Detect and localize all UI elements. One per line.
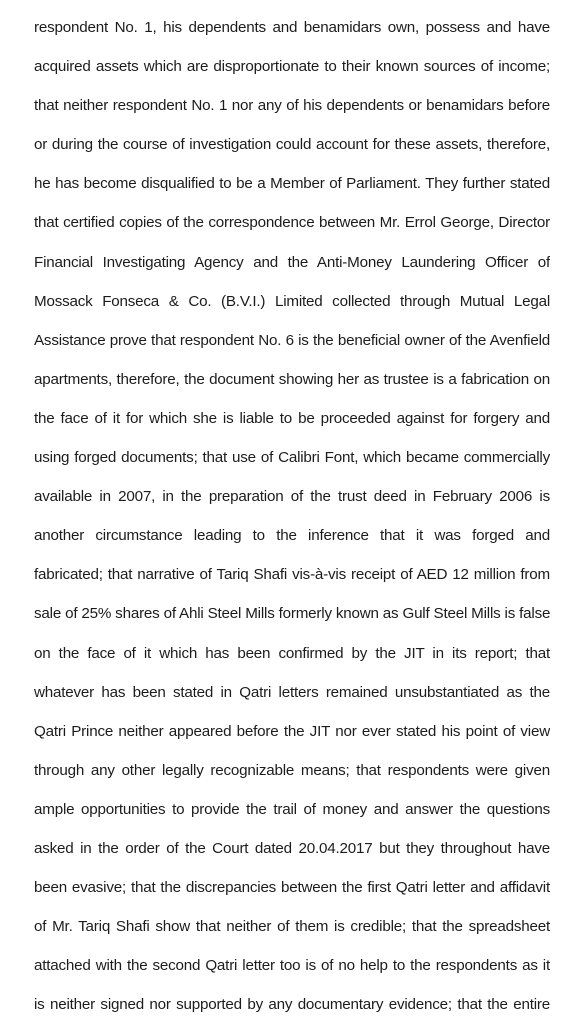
text-line: or during the course of investigation could account for these assets, therefore, [34,136,550,154]
text-line: of Mr. Tariq Shafi show that neither of them is credible; that the spreadsheet [34,918,550,936]
text-line: whatever has been stated in Qatri letters remained unsubstantiated as the [34,683,550,701]
text-line: acquired assets which are disproportionate to their known sources of income; [34,58,550,76]
text-line: that neither respondent No. 1 nor any of his dependents or benamidars before [34,97,550,115]
text-line: respondent No. 1, his dependents and benamidars own, possess and have [34,19,550,36]
text-line: Mossack Fonseca & Co. (B.V.I.) Limited collected through Mutual Legal [34,292,550,310]
text-line: sale of 25% shares of Ahli Steel Mills formerly known as Gulf Steel Mills is false [34,605,550,623]
text-line: the face of it for which she is liable to be proceeded against for forgery and [34,409,550,427]
text-line: been evasive; that the discrepancies between the first Qatri letter and affidavit [34,879,550,897]
text-line: Financial Investigating Agency and the Anti-Money Laundering Officer of [34,253,550,271]
text-line: ample opportunities to provide the trail of money and answer the questions [34,800,550,818]
text-line: asked in the order of the Court dated 20.04.2017 but they throughout have [34,839,550,857]
text-line: apartments, therefore, the document showing her as trustee is a fabrication on [34,370,550,388]
text-line: is neither signed nor supported by any documentary evidence; that the entire [34,996,550,1014]
text-line: through any other legally recognizable means; that respondents were given [34,761,550,779]
text-line: another circumstance leading to the inference that it was forged and [34,527,550,545]
text-line: that certified copies of the correspondence between Mr. Errol George, Director [34,214,550,232]
text-line: Assistance prove that respondent No. 6 is the beneficial owner of the Avenfield [34,331,550,349]
text-line: attached with the second Qatri letter too is of no help to the respondents as it [34,957,550,975]
text-line: on the face of it which has been confirmed by the JIT in its report; that [34,644,550,662]
text-line: available in 2007, in the preparation of the trust deed in February 2006 is [34,488,550,506]
text-line: he has become disqualified to be a Member of Parliament. They further stated [34,175,550,193]
text-line: using forged documents; that use of Calibri Font, which became commercially [34,449,550,467]
text-line: fabricated; that narrative of Tariq Shafi vis-à-vis receipt of AED 12 million from [34,566,550,584]
text-line: Qatri Prince neither appeared before the JIT nor ever stated his point of view [34,722,550,740]
paragraph [34,8,550,1024]
